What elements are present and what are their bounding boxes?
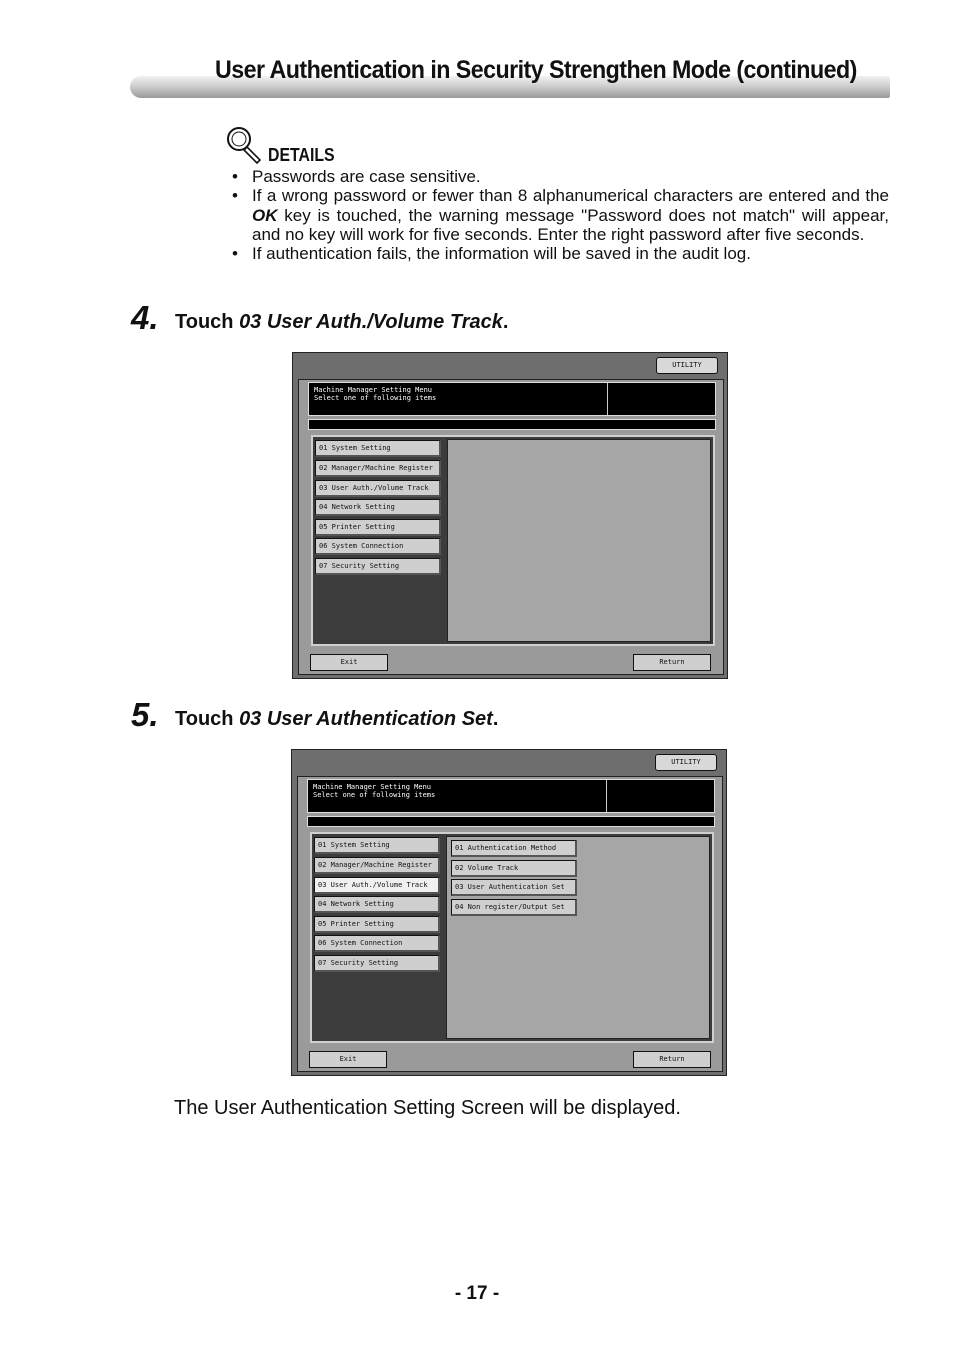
menu-item-manager-machine-register[interactable]: 02 Manager/Machine Register [314, 857, 440, 874]
menu-item-security-setting[interactable]: 07 Security Setting [315, 558, 441, 575]
message-line: Machine Manager Setting Menu [313, 783, 432, 791]
bullet-text: Passwords are case sensitive. [252, 167, 481, 186]
utility-button[interactable]: UTILITY [656, 357, 718, 374]
exit-button[interactable]: Exit [309, 1051, 387, 1068]
step-prefix: Touch [175, 311, 240, 333]
menu-item-security-setting[interactable]: 07 Security Setting [314, 955, 440, 972]
bullet-dot: • [232, 186, 238, 206]
menu-frame [311, 435, 715, 646]
machine-screen-2 [291, 749, 727, 1076]
step-instruction [175, 311, 508, 334]
step-prefix: Touch [175, 708, 240, 730]
bullet-text: If a wrong password or fewer than 8 alphanumerical characters are entered and the [252, 186, 889, 206]
result-text: The User Authentication Setting Screen will be displayed. [174, 1097, 681, 1119]
submenu-area [447, 439, 711, 642]
message-line: Machine Manager Setting Menu [314, 386, 433, 394]
panel-frame [297, 776, 723, 1072]
step-number: 5. [131, 696, 159, 733]
page-title: User Authentication in Security Strengthen Mode (continued) [215, 56, 857, 84]
details-list [232, 167, 889, 263]
return-button[interactable]: Return [633, 1051, 711, 1068]
message-line: Select one of following items [313, 791, 436, 799]
menu-item-system-connection[interactable]: 06 System Connection [314, 935, 440, 952]
details-label: DETAILS [268, 145, 335, 165]
message-area [308, 382, 716, 416]
bullet-dot: • [232, 167, 238, 186]
menu-item-system-setting[interactable]: 01 System Setting [315, 440, 441, 457]
bullet-text: If authentication fails, the information will be saved in the audit log. [252, 244, 751, 264]
menu-item-system-connection[interactable]: 06 System Connection [315, 538, 441, 555]
submenu-area [446, 836, 710, 1039]
message-area [307, 779, 715, 813]
menu-item-printer-setting[interactable]: 05 Printer Setting [315, 519, 441, 536]
step-target: 03 User Auth./Volume Track [239, 311, 503, 333]
message-strip [307, 816, 715, 827]
submenu-item-user-authentication-set[interactable]: 03 User Authentication Set [451, 879, 577, 896]
submenu-item-non-register-output-set[interactable]: 04 Non register/Output Set [451, 899, 577, 916]
step-number: 4. [131, 299, 159, 336]
return-button[interactable]: Return [633, 654, 711, 671]
menu-item-user-auth-volume-track[interactable]: 03 User Auth./Volume Track [315, 480, 441, 497]
menu-item-user-auth-volume-track[interactable]: 03 User Auth./Volume Track [314, 877, 440, 894]
page-number: - 17 - [454, 1283, 500, 1304]
message-strip [308, 419, 716, 430]
submenu-item-authentication-method[interactable]: 01 Authentication Method [451, 840, 577, 857]
magnifier-icon [224, 124, 264, 164]
bullet-dot: • [232, 244, 238, 264]
menu-frame [310, 832, 714, 1043]
menu-item-network-setting[interactable]: 04 Network Setting [314, 896, 440, 913]
bullet-item [232, 244, 889, 263]
ok-key-label: OK [252, 205, 278, 225]
machine-screen-1 [292, 352, 728, 679]
menu-item-printer-setting[interactable]: 05 Printer Setting [314, 916, 440, 933]
bullet-item [232, 167, 889, 186]
submenu-item-volume-track[interactable]: 02 Volume Track [451, 860, 577, 877]
menu-item-system-setting[interactable]: 01 System Setting [314, 837, 440, 854]
message-divider [606, 780, 607, 812]
step-target: 03 User Authentication Set [239, 708, 493, 730]
menu-item-network-setting[interactable]: 04 Network Setting [315, 499, 441, 516]
bullet-text-cont: key is touched, the warning message "Password does not match" will appear, and no key will work for five seconds. Enter the right password after five seconds. [252, 205, 889, 244]
bullet-item [232, 186, 889, 244]
step-suffix: . [502, 311, 509, 333]
menu-item-manager-machine-register[interactable]: 02 Manager/Machine Register [315, 460, 441, 477]
step-suffix: . [492, 708, 499, 730]
message-line: Select one of following items [314, 394, 437, 402]
step-instruction [175, 708, 498, 731]
exit-button[interactable]: Exit [310, 654, 388, 671]
message-divider [607, 383, 608, 415]
panel-frame [298, 379, 724, 675]
utility-button[interactable]: UTILITY [655, 754, 717, 771]
